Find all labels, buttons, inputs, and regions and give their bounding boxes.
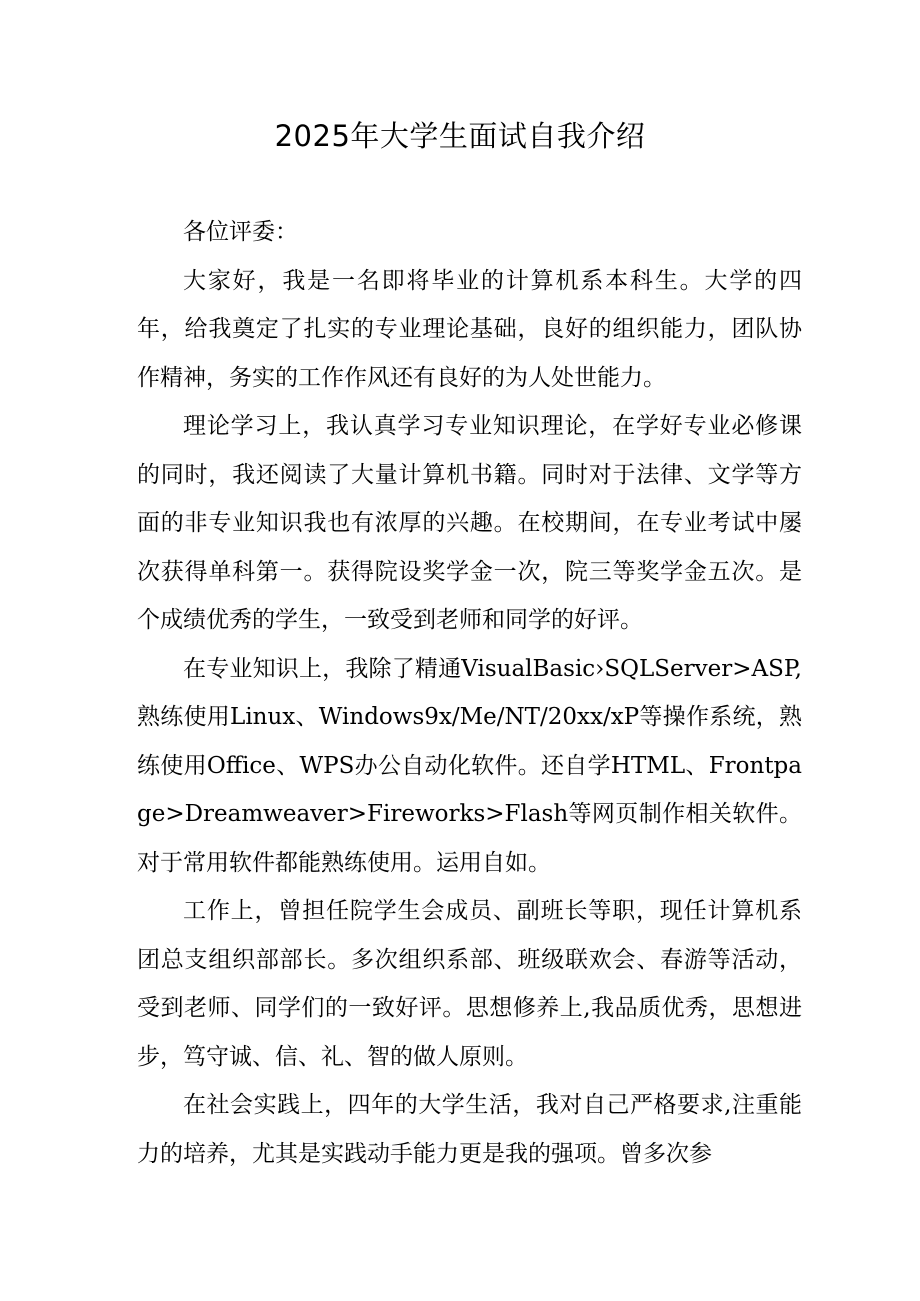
paragraph-study: 理论学习上，我认真学习专业知识理论，在学好专业必修课的同时，我还阅读了大量计算机书籍。同时对于法律、文学等方面的非专业知识我也有浓厚的兴趣。在校期间，在专业考试中屡次获得单科第一。获得院设奖学金一次，院三等奖学金五次。是个成绩优秀的学生，一致受到老师和同学的好评。: [137, 413, 802, 633]
paragraph-skills: 在专业知识上，我除了精通VisualBasic›SQLServer>ASP,熟练使用Linux、Windows9x/Me/NT/20xx/xP等操作系统，熟练使用Office、WPS办公自动化软件。还自学HTML、Frontpage>Dreamweaver>Fireworks>Flash等网页制作相关软件。对于常用软件都能熟练使用。运用自如。: [137, 655, 802, 876]
paragraph-intro: 大家好，我是一名即将毕业的计算机系本科生。大学的四年，给我奠定了扎实的专业理论基础，良好的组织能力，团队协作精神，务实的工作作风还有良好的为人处世能力。: [137, 267, 802, 391]
salutation: 各位评委：: [183, 219, 298, 245]
document-body: [137, 208, 802, 1178]
document-title: 2025年大学生面试自我介绍: [274, 119, 646, 153]
paragraph-practice: 在社会实践上，四年的大学生活，我对自己严格要求,注重能力的培养，尤其是实践动手能力更是我的强项。曾多次参: [137, 1092, 802, 1167]
paragraph-work: 工作上，曾担任院学生会成员、副班长等职，现任计算机系团总支组织部部长。多次组织系部、班级联欢会、春游等活动，受到老师、同学们的一致好评。思想修养上,我品质优秀，思想进步，笃守诚、信、礼、智的做人原则。: [137, 898, 802, 1070]
